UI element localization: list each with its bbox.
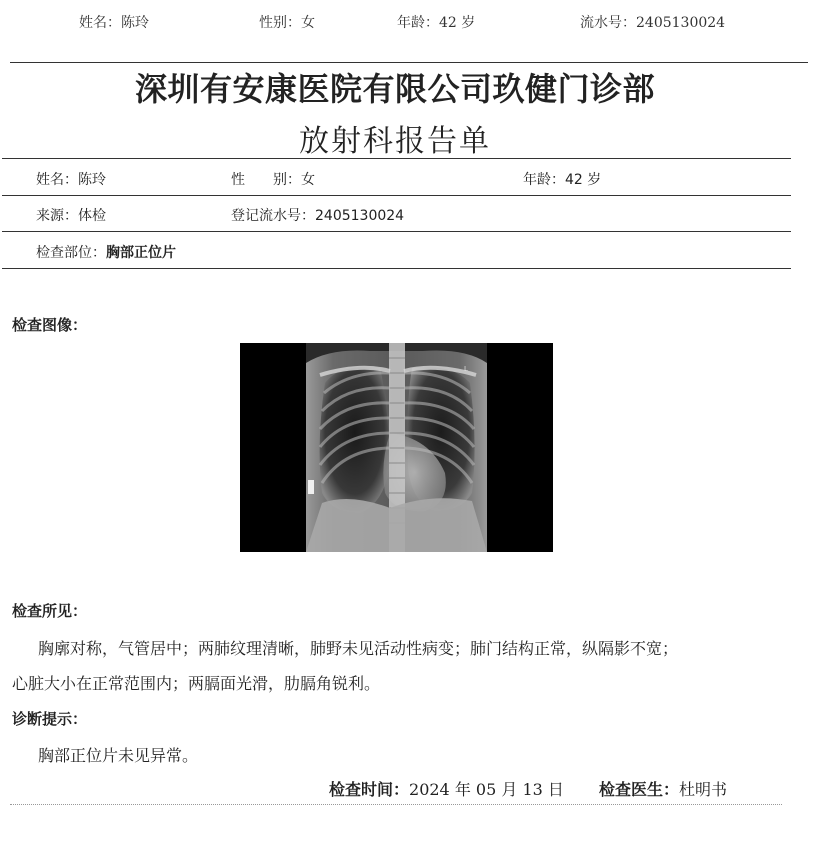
header-patient-name: 姓名：陈玲: [79, 15, 149, 31]
info-serial-value: 2405130024: [315, 208, 405, 224]
findings-text-line-1: 胸廓对称，气管居中；两肺纹理清晰，肺野未见活动性病变；肺门结构正常，纵隔影不宽；: [38, 639, 679, 658]
info-name-label: 姓名：: [36, 172, 78, 188]
info-part-label: 检查部位：: [36, 245, 106, 261]
info-gender-label: 性 别：: [231, 172, 301, 188]
xray-side-marker: L: [464, 365, 468, 373]
diagnosis-text: 胸部正位片未见异常。: [38, 746, 199, 765]
section-diagnosis-title: 诊断提示：: [12, 710, 88, 728]
exam-doctor-label: 检查医生：: [599, 780, 680, 799]
xray-svg: [240, 343, 553, 552]
chest-xray-image: [240, 343, 553, 552]
info-gender-value: 女: [301, 172, 315, 188]
info-exam-part: [36, 242, 176, 262]
footer-dotted-divider: [10, 804, 782, 805]
findings-text-line-2: 心脏大小在正常范围内；两膈面光滑，肋膈角锐利。: [12, 674, 381, 693]
header-serial-number: 流水号：2405130024: [580, 15, 726, 31]
info-name-value: 陈玲: [78, 172, 106, 188]
info-table-top-rule: [2, 158, 791, 159]
header-patient-age: 年龄：42 岁: [397, 15, 476, 31]
hospital-title: 深圳有安康医院有限公司玖健门诊部: [134, 70, 655, 108]
section-exam-image-title: 检查图像：: [12, 316, 88, 334]
report-title: 放射科报告单: [299, 124, 491, 159]
info-table-rule-2: [2, 231, 791, 232]
info-part-value: 胸部正位片: [106, 245, 176, 261]
header-patient-gender: 性别：女: [259, 15, 315, 31]
info-gender: [231, 169, 315, 189]
info-age: [523, 169, 601, 189]
header-divider: [10, 62, 808, 63]
exam-doctor-value: 杜明书: [679, 780, 728, 799]
info-table-rule-1: [2, 195, 791, 196]
info-source: [36, 205, 106, 225]
info-name: [36, 169, 106, 189]
section-findings-title: 检查所见：: [12, 602, 88, 620]
exam-time-label: 检查时间：: [329, 780, 410, 799]
info-age-value: 42 岁: [565, 172, 602, 188]
info-age-label: 年龄：: [523, 172, 565, 188]
info-table-bottom-rule: [2, 268, 791, 269]
info-source-label: 来源：: [36, 208, 78, 224]
exam-time-value: 2024 年 05 月 13 日: [409, 780, 564, 799]
exam-doctor: [599, 777, 727, 800]
info-serial-label: 登记流水号：: [231, 208, 315, 224]
info-source-value: 体检: [78, 208, 106, 224]
exam-time: [329, 777, 564, 800]
info-serial: [231, 205, 404, 225]
